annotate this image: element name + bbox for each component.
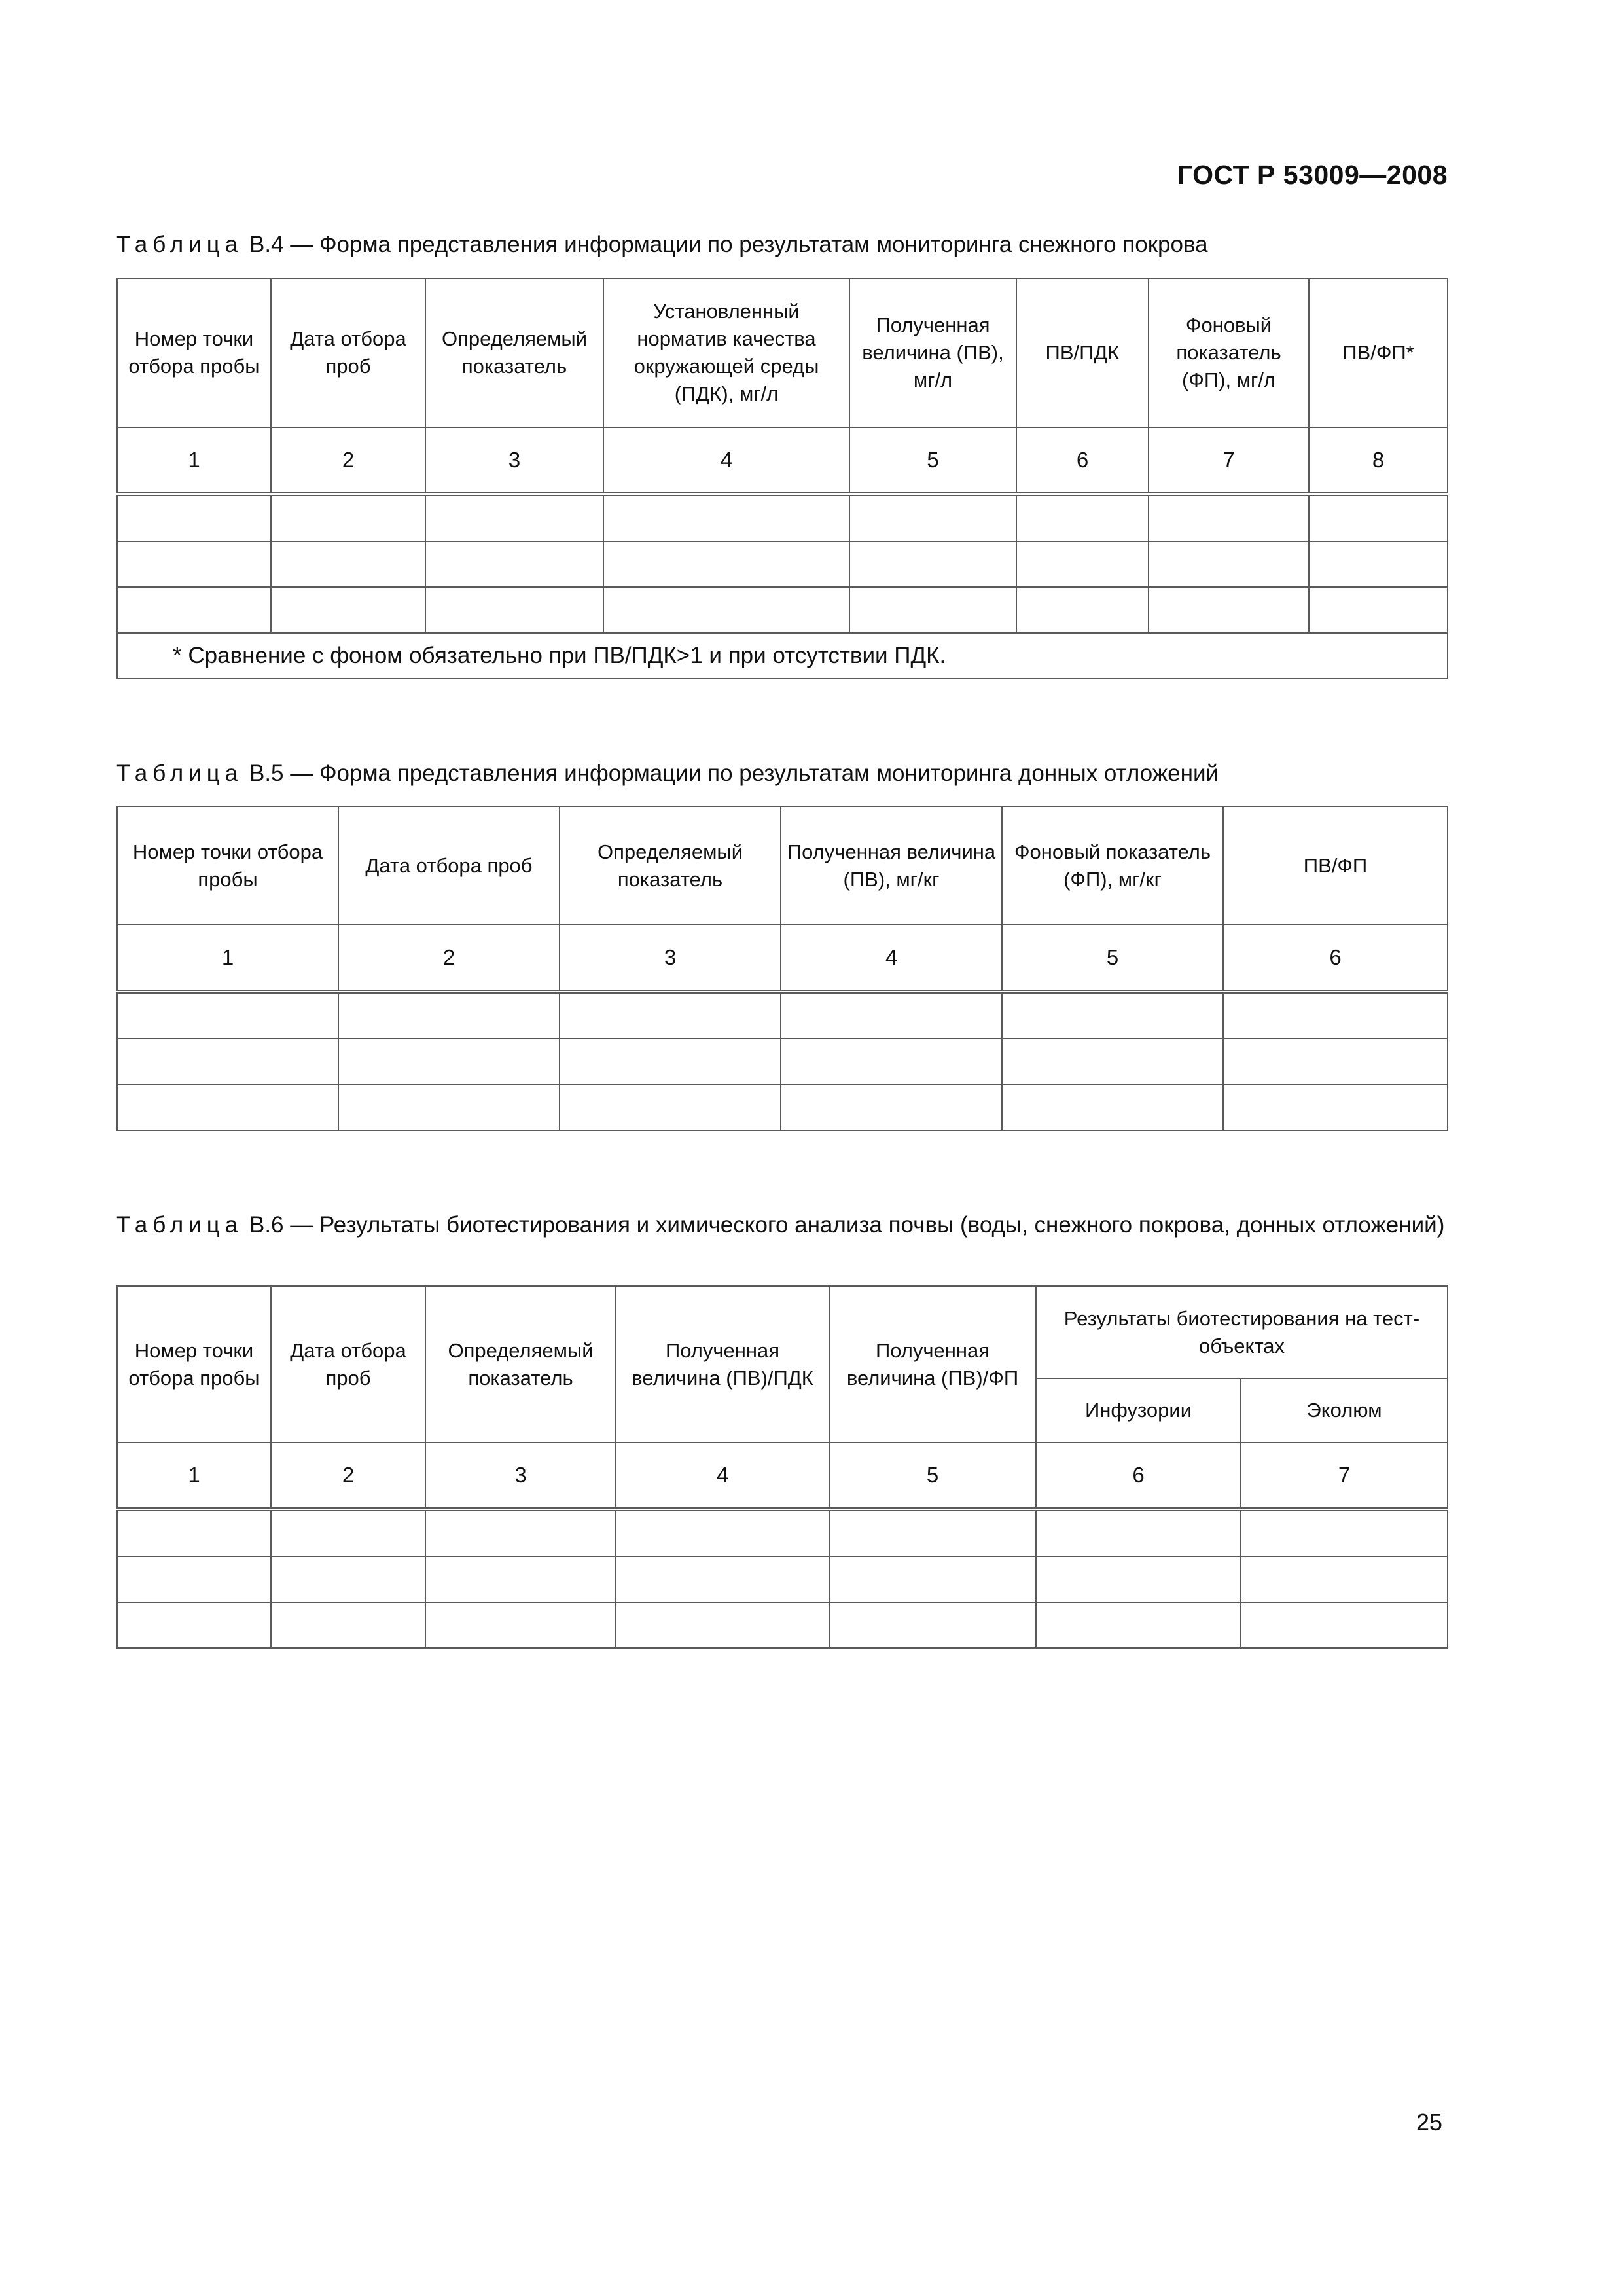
table-b6-col-biotest-group: Результаты биотестирования на тест-объектах	[1036, 1286, 1448, 1378]
table-b4-header-row	[117, 278, 1448, 427]
table-b6-num: 1	[117, 1443, 271, 1509]
empty-cell	[1016, 541, 1149, 587]
empty-cell	[425, 587, 603, 633]
table-b6-num: 5	[829, 1443, 1036, 1509]
empty-cell	[829, 1556, 1036, 1602]
empty-cell	[271, 494, 425, 541]
table-b6-number-row	[117, 1443, 1448, 1509]
table-b6-num: 3	[425, 1443, 616, 1509]
empty-cell	[1149, 587, 1309, 633]
empty-cell	[338, 992, 560, 1039]
empty-cell	[425, 1556, 616, 1602]
empty-cell	[1223, 1085, 1448, 1130]
empty-cell	[1309, 541, 1448, 587]
table-b5-num: 5	[1002, 925, 1223, 992]
empty-cell	[425, 541, 603, 587]
empty-cell	[1149, 494, 1309, 541]
table-b6-empty-row	[117, 1509, 1448, 1556]
empty-cell	[271, 587, 425, 633]
table-b4-num: 4	[603, 427, 849, 494]
empty-cell	[616, 1509, 829, 1556]
table-b4-col-background: Фоновый показатель (ФП), мг/л	[1149, 278, 1309, 427]
empty-cell	[616, 1602, 829, 1648]
empty-cell	[271, 541, 425, 587]
document-standard-header: ГОСТ Р 53009—2008	[1177, 160, 1448, 190]
table-b6	[116, 1285, 1448, 1649]
table-b4-col-point: Номер точки отбора пробы	[117, 278, 271, 427]
table-b5-num: 2	[338, 925, 560, 992]
table-b5-empty-row	[117, 992, 1448, 1039]
table-b5-header-row	[117, 806, 1448, 925]
table-b5-num: 3	[560, 925, 781, 992]
table-b5-caption	[116, 759, 1445, 788]
table-b4-empty-row	[117, 541, 1448, 587]
empty-cell	[1149, 541, 1309, 587]
table-b5-empty-row	[117, 1039, 1448, 1085]
table-b6-num: 4	[616, 1443, 829, 1509]
table-b5-col-value: Полученная величина (ПВ), мг/кг	[781, 806, 1002, 925]
table-b4-col-pv-pdk: ПВ/ПДК	[1016, 278, 1149, 427]
empty-cell	[1309, 494, 1448, 541]
empty-cell	[117, 587, 271, 633]
empty-cell	[560, 992, 781, 1039]
table-b6-empty-row	[117, 1556, 1448, 1602]
empty-cell	[271, 1602, 425, 1648]
table-b6-col-ecolum: Эколюм	[1241, 1378, 1448, 1443]
empty-cell	[1016, 587, 1149, 633]
table-b4-col-indicator: Определяемый показатель	[425, 278, 603, 427]
empty-cell	[117, 541, 271, 587]
empty-cell	[1036, 1602, 1241, 1648]
empty-cell	[117, 494, 271, 541]
table-b4-number-row	[117, 427, 1448, 494]
table-b4-num: 5	[849, 427, 1016, 494]
table-b4-num: 6	[1016, 427, 1149, 494]
empty-cell	[849, 494, 1016, 541]
empty-cell	[1036, 1556, 1241, 1602]
empty-cell	[1036, 1509, 1241, 1556]
empty-cell	[829, 1509, 1036, 1556]
table-b5	[116, 806, 1448, 1131]
empty-cell	[616, 1556, 829, 1602]
empty-cell	[849, 587, 1016, 633]
page-number: 25	[1416, 2109, 1443, 2136]
table-b4-empty-row	[117, 587, 1448, 633]
empty-cell	[560, 1039, 781, 1085]
table-b4-empty-row	[117, 494, 1448, 541]
empty-cell	[117, 1039, 338, 1085]
empty-cell	[829, 1602, 1036, 1648]
table-b5-caption-word: Таблица	[116, 761, 243, 786]
table-b4	[116, 278, 1448, 679]
empty-cell	[425, 494, 603, 541]
table-b4-footnote-row	[117, 633, 1448, 679]
table-b5-col-point: Номер точки отбора пробы	[117, 806, 338, 925]
table-b5-num: 6	[1223, 925, 1448, 992]
table-b4-num: 7	[1149, 427, 1309, 494]
table-b4-col-date: Дата отбора проб	[271, 278, 425, 427]
empty-cell	[1241, 1602, 1448, 1648]
empty-cell	[338, 1085, 560, 1130]
empty-cell	[1002, 992, 1223, 1039]
empty-cell	[781, 992, 1002, 1039]
table-b6-col-infusoria: Инфузории	[1036, 1378, 1241, 1443]
empty-cell	[1309, 587, 1448, 633]
empty-cell	[117, 1085, 338, 1130]
table-b4-caption-word: Таблица	[116, 232, 243, 257]
empty-cell	[603, 587, 849, 633]
table-b6-caption-word: Таблица	[116, 1212, 243, 1238]
empty-cell	[849, 541, 1016, 587]
empty-cell	[1241, 1509, 1448, 1556]
empty-cell	[1002, 1085, 1223, 1130]
table-b5-col-background: Фоновый показатель (ФП), мг/кг	[1002, 806, 1223, 925]
table-b4-col-pv-fp: ПВ/ФП*	[1309, 278, 1448, 427]
empty-cell	[1016, 494, 1149, 541]
table-b5-num: 4	[781, 925, 1002, 992]
empty-cell	[271, 1556, 425, 1602]
table-b5-caption-text: В.5 — Форма представления информации по результатам мониторинга донных отложений	[249, 761, 1219, 786]
table-b5-number-row	[117, 925, 1448, 992]
table-b6-empty-row	[117, 1602, 1448, 1648]
table-b4-caption	[116, 230, 1445, 259]
empty-cell	[603, 541, 849, 587]
table-b4-col-norm: Установленный норматив качества окружающей среды (ПДК), мг/л	[603, 278, 849, 427]
table-b5-num: 1	[117, 925, 338, 992]
empty-cell	[117, 1602, 271, 1648]
empty-cell	[271, 1509, 425, 1556]
table-b4-col-value: Полученная величина (ПВ), мг/л	[849, 278, 1016, 427]
table-b4-num: 2	[271, 427, 425, 494]
table-b6-col-pv-pdk: Полученная величина (ПВ)/ПДК	[616, 1286, 829, 1443]
empty-cell	[117, 1556, 271, 1602]
empty-cell	[425, 1602, 616, 1648]
empty-cell	[781, 1085, 1002, 1130]
empty-cell	[1241, 1556, 1448, 1602]
table-b6-col-indicator: Определяемый показатель	[425, 1286, 616, 1443]
table-b6-col-pv-fp: Полученная величина (ПВ)/ФП	[829, 1286, 1036, 1443]
table-b5-empty-row	[117, 1085, 1448, 1130]
table-b4-footnote: * Сравнение с фоном обязательно при ПВ/ПДК>1 и при отсутствии ПДК.	[117, 633, 1448, 679]
table-b6-num: 7	[1241, 1443, 1448, 1509]
empty-cell	[425, 1509, 616, 1556]
table-b6-caption	[116, 1211, 1445, 1240]
empty-cell	[1223, 1039, 1448, 1085]
empty-cell	[603, 494, 849, 541]
table-b5-col-date: Дата отбора проб	[338, 806, 560, 925]
empty-cell	[338, 1039, 560, 1085]
table-b4-num: 1	[117, 427, 271, 494]
empty-cell	[781, 1039, 1002, 1085]
table-b4-caption-text: В.4 — Форма представления информации по результатам мониторинга снежного покрова	[249, 232, 1208, 257]
table-b6-col-point: Номер точки отбора пробы	[117, 1286, 271, 1443]
empty-cell	[117, 992, 338, 1039]
empty-cell	[1002, 1039, 1223, 1085]
table-b4-num: 8	[1309, 427, 1448, 494]
table-b5-col-pv-fp: ПВ/ФП	[1223, 806, 1448, 925]
table-b6-num: 2	[271, 1443, 425, 1509]
empty-cell	[1223, 992, 1448, 1039]
table-b5-col-indicator: Определяемый показатель	[560, 806, 781, 925]
empty-cell	[117, 1509, 271, 1556]
empty-cell	[560, 1085, 781, 1130]
table-b6-header-row	[117, 1286, 1448, 1378]
table-b6-caption-text: В.6 — Результаты биотестирования и химического анализа почвы (воды, снежного покрова, донных отложений)	[249, 1212, 1445, 1238]
table-b6-col-date: Дата отбора проб	[271, 1286, 425, 1443]
table-b6-num: 6	[1036, 1443, 1241, 1509]
table-b4-num: 3	[425, 427, 603, 494]
